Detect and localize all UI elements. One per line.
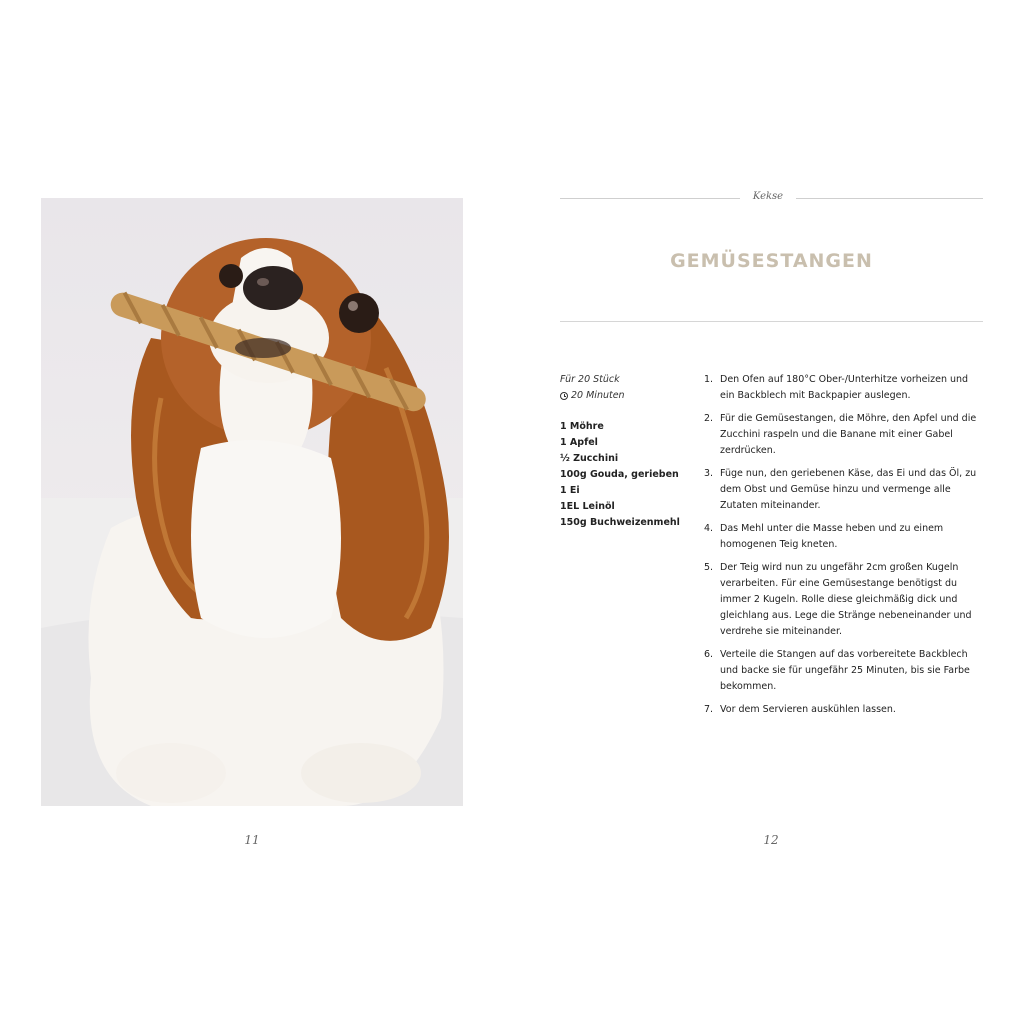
servings: Für 20 Stück bbox=[560, 374, 620, 385]
instruction-step bbox=[704, 372, 980, 404]
recipe-meta bbox=[560, 372, 690, 404]
dog-illustration bbox=[41, 198, 463, 806]
instruction-step bbox=[704, 521, 980, 553]
step-text: Füge nun, den geriebenen Käse, das Ei und das Öl, zu dem Obst und Gemüse hinzu und vermenge alle Zutaten miteinander. bbox=[720, 468, 977, 511]
page-number-right: 12 bbox=[763, 833, 779, 847]
step-text: Den Ofen auf 180°C Ober-/Unterhitze vorheizen und ein Backblech mit Backpapier auslegen. bbox=[720, 374, 969, 401]
step-number: 4. bbox=[704, 523, 714, 534]
ingredients-list bbox=[560, 419, 700, 531]
step-number: 2. bbox=[704, 413, 714, 424]
header-rule-left bbox=[560, 198, 740, 199]
page-number-left: 11 bbox=[244, 833, 260, 847]
step-text: Verteile die Stangen auf das vorbereitete Backblech und backe sie für ungefähr 25 Minuten, bis sie Farbe bekommen. bbox=[720, 649, 970, 692]
prep-time-label: 20 Minuten bbox=[571, 390, 625, 401]
step-number: 5. bbox=[704, 562, 714, 573]
dog-photo bbox=[41, 198, 463, 806]
step-number: 7. bbox=[704, 704, 714, 715]
instruction-step bbox=[704, 411, 980, 459]
ingredient-item: 1EL Leinöl bbox=[560, 501, 615, 512]
section-label: Kekse bbox=[752, 191, 784, 202]
ingredient-item: ½ Zucchini bbox=[560, 453, 619, 464]
header-rule-right bbox=[796, 198, 983, 199]
step-number: 3. bbox=[704, 468, 714, 479]
step-text: Der Teig wird nun zu ungefähr 2cm großen Kugeln verarbeiten. Für eine Gemüsestange benötigst du immer 2 Kugeln. Rolle diese gleichmäßig dick und gleichlang aus. Lege die Stränge nebeneinander und verdrehe sie miteinander. bbox=[720, 562, 972, 637]
clock-icon bbox=[560, 392, 568, 400]
step-number: 1. bbox=[704, 374, 714, 385]
recipe-title: GEMÜSESTANGEN bbox=[670, 250, 873, 272]
instruction-step bbox=[704, 647, 980, 695]
title-divider bbox=[560, 321, 983, 322]
ingredient-item: 1 Ei bbox=[560, 485, 580, 496]
step-number: 6. bbox=[704, 649, 714, 660]
step-text: Das Mehl unter die Masse heben und zu einem homogenen Teig kneten. bbox=[720, 523, 944, 550]
instruction-step bbox=[704, 702, 980, 718]
ingredient-item: 1 Apfel bbox=[560, 437, 598, 448]
instruction-step bbox=[704, 560, 980, 640]
ingredient-item: 150g Buchweizenmehl bbox=[560, 517, 680, 528]
step-text: Vor dem Servieren auskühlen lassen. bbox=[720, 704, 896, 715]
ingredient-item: 100g Gouda, gerieben bbox=[560, 469, 679, 480]
ingredient-item: 1 Möhre bbox=[560, 421, 604, 432]
instruction-step bbox=[704, 466, 980, 514]
instructions-list bbox=[704, 372, 980, 725]
prep-time bbox=[560, 388, 690, 404]
step-text: Für die Gemüsestangen, die Möhre, den Apfel und die Zucchini raspeln und die Banane mit einer Gabel zerdrücken. bbox=[720, 413, 977, 456]
